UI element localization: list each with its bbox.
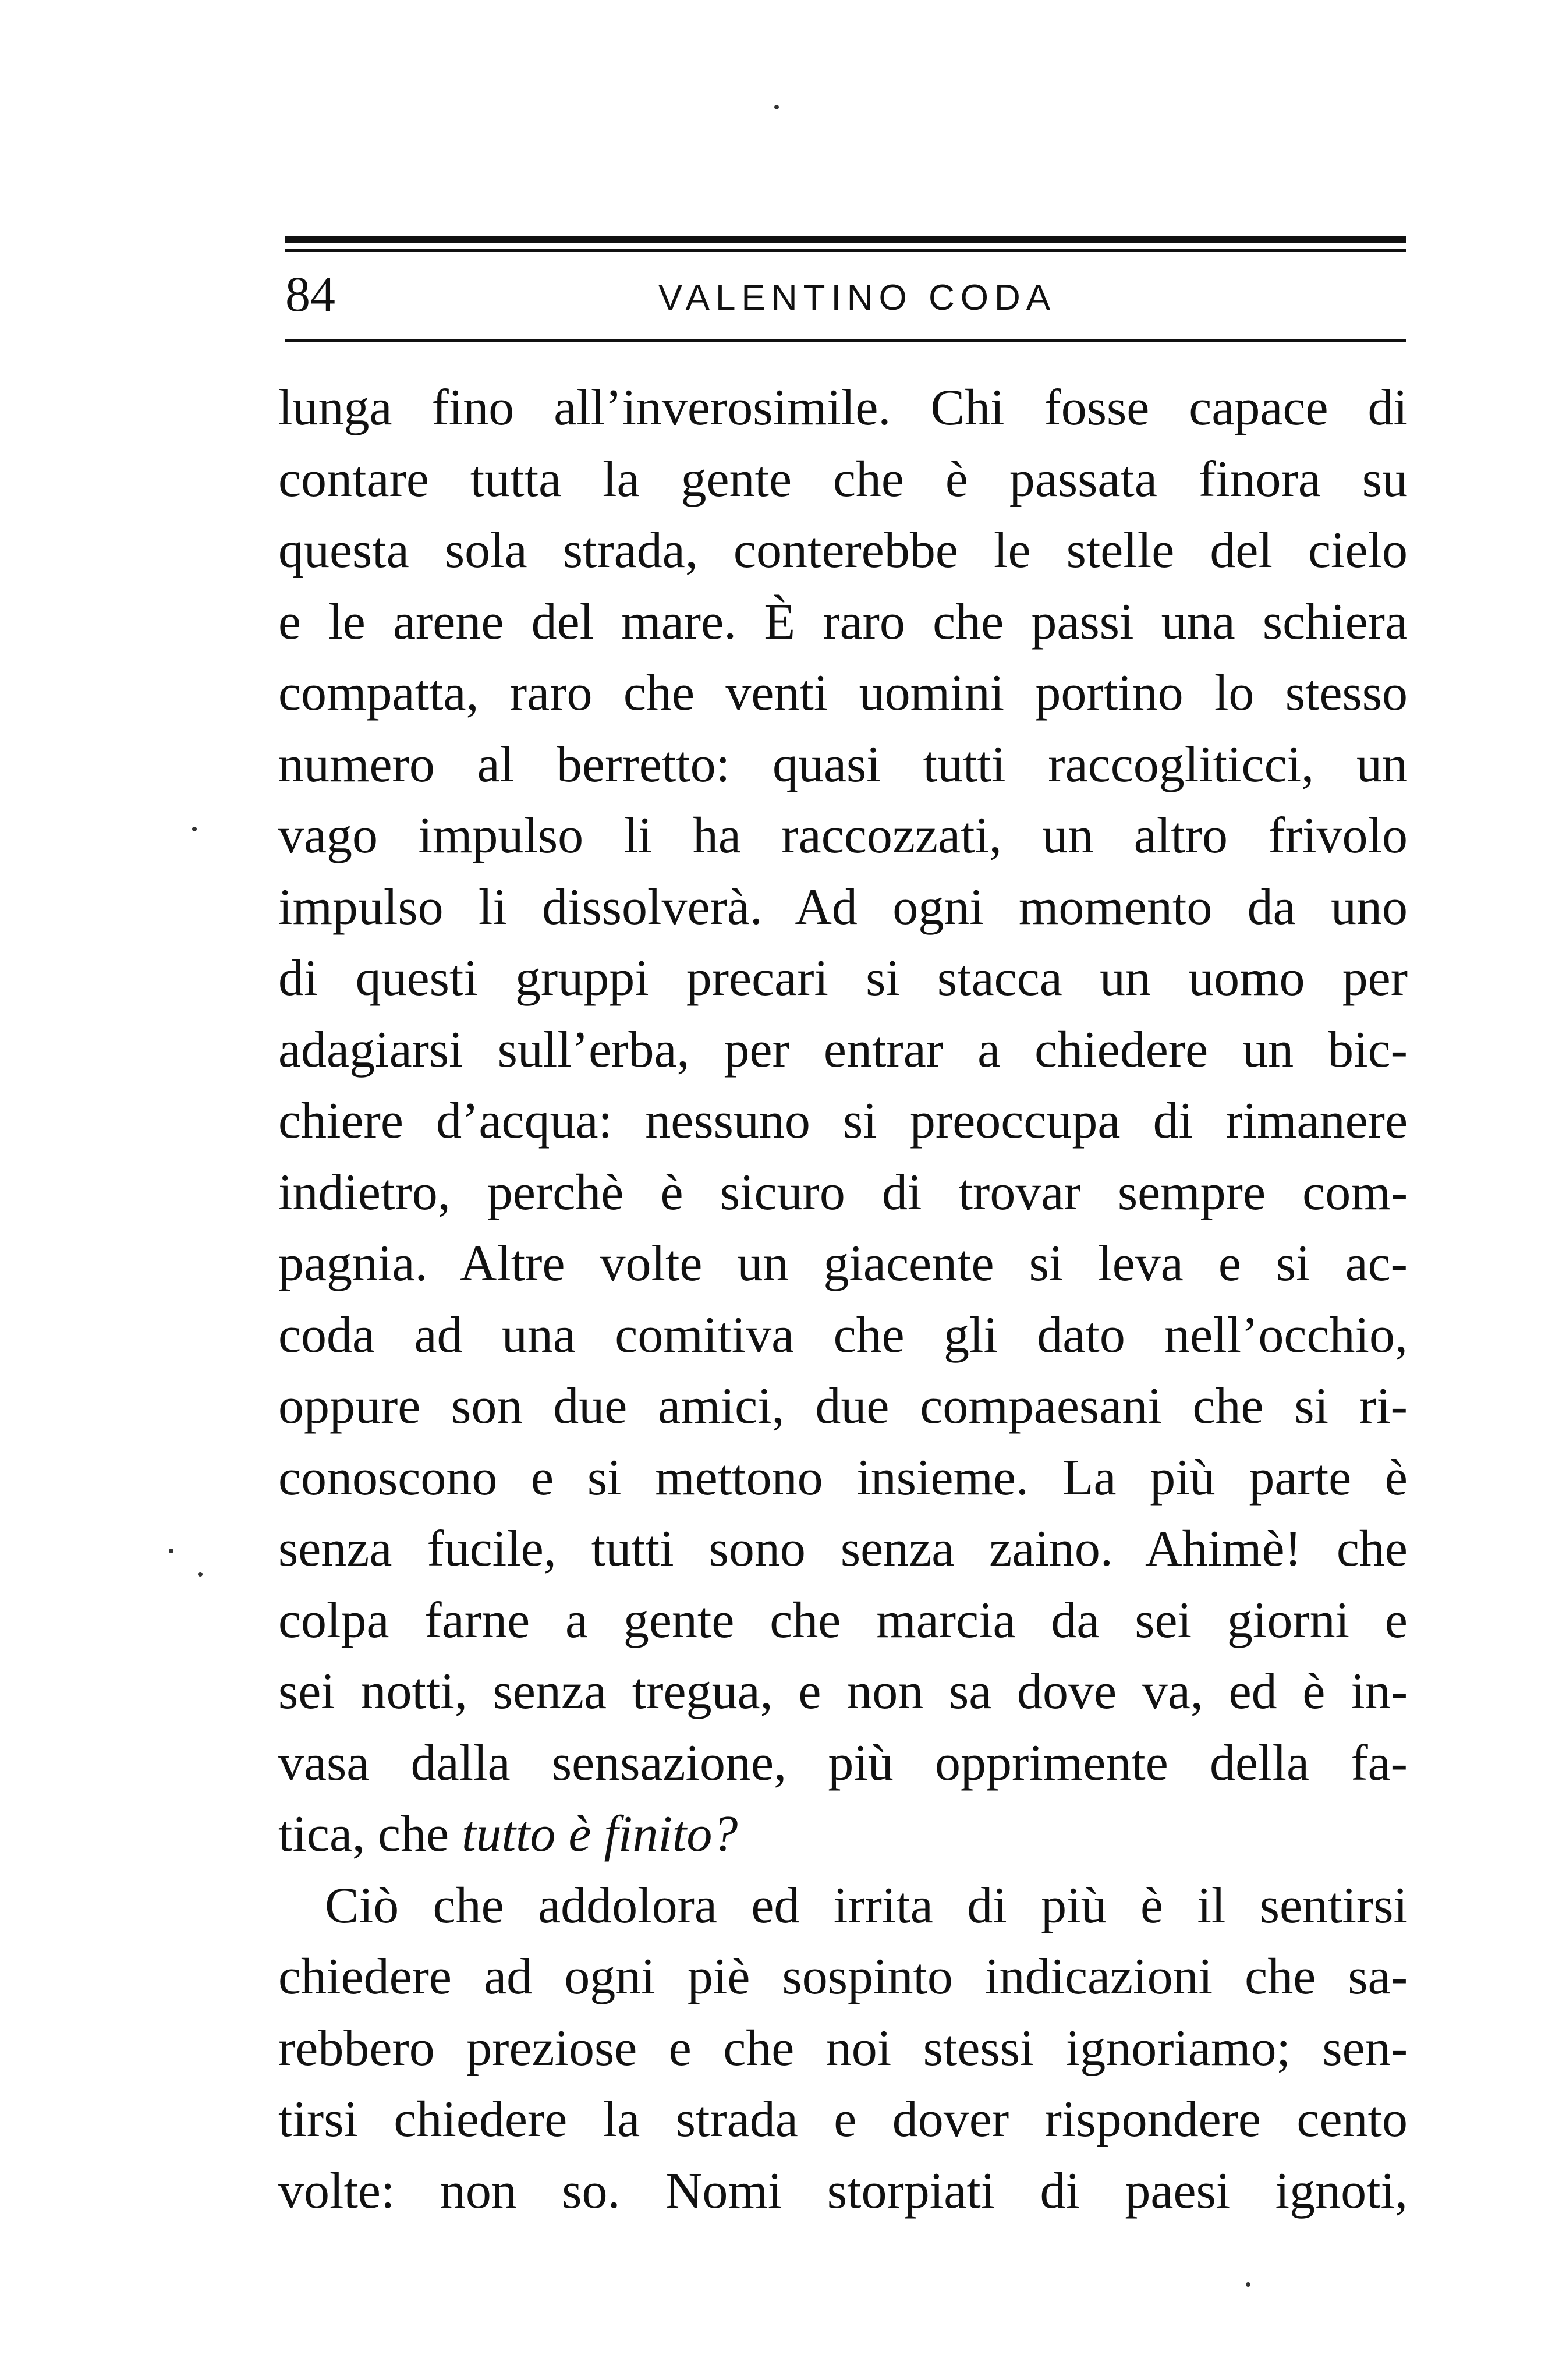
text-line: conoscono e si mettono insieme. La più parte è xyxy=(278,1449,1408,1506)
text-line: e le arene del mare. È raro che passi una schiera xyxy=(278,593,1408,650)
text-line: vasa dalla sensazione, più opprimente della fa- xyxy=(278,1734,1408,1791)
text-line: oppure son due amici, due compaesani che si ri- xyxy=(278,1378,1408,1435)
text-line: vago impulso li ha raccozzati, un altro frivolo xyxy=(278,808,1408,864)
text-line: rebbero preziose e che noi stessi ignoriamo; sen- xyxy=(278,2020,1408,2077)
scan-speck xyxy=(169,1549,173,1553)
text-span: tica, che xyxy=(278,1806,462,1862)
scan-speck xyxy=(192,827,197,831)
header-rule-thin xyxy=(285,249,1406,252)
text-line: coda ad una comitiva che gli dato nell’occhio, xyxy=(278,1306,1408,1363)
text-line: questa sola strada, conterebbe le stelle del cielo xyxy=(278,522,1408,579)
text-line: contare tutta la gente che è passata finora su xyxy=(278,451,1408,508)
body-text xyxy=(278,373,1408,2227)
text-line: colpa farne a gente che marcia da sei giorni e xyxy=(278,1592,1408,1649)
scan-speck xyxy=(198,1572,203,1577)
text-line: volte: non so. Nomi storpiati di paesi ignoti, xyxy=(278,2162,1408,2219)
text-line-paragraph-end xyxy=(278,1799,1408,1871)
running-head xyxy=(285,262,1406,338)
text-line: impulso li dissolverà. Ad ogni momento da uno xyxy=(278,879,1408,936)
text-line: adagiarsi sull’erba, per entrar a chiedere un bic- xyxy=(278,1021,1408,1078)
text-line: indietro, perchè è sicuro di trovar sempre com- xyxy=(278,1164,1408,1221)
scan-speck xyxy=(774,105,779,109)
running-title: VALENTINO CODA xyxy=(658,278,1057,318)
italic-phrase: tutto è finito? xyxy=(462,1806,738,1862)
text-line: tirsi chiedere la strada e dover rispondere cento xyxy=(278,2091,1408,2148)
header-rule-thick xyxy=(285,236,1406,243)
text-line: chiedere ad ogni piè sospinto indicazioni che sa- xyxy=(278,1949,1408,2005)
scan-speck xyxy=(1246,2282,1250,2287)
text-line: senza fucile, tutti sono senza zaino. Ahimè! che xyxy=(278,1521,1408,1577)
text-line-paragraph-start: Ciò che addolora ed irrita di più è il sentirsi xyxy=(325,1877,1408,1934)
header-rule-bottom xyxy=(285,339,1406,342)
page-number: 84 xyxy=(285,266,335,322)
text-line: compatta, raro che venti uomini portino lo stesso xyxy=(278,665,1408,721)
text-line: sei notti, senza tregua, e non sa dove va, ed è in- xyxy=(278,1663,1408,1720)
text-line: di questi gruppi precari si stacca un uomo per xyxy=(278,950,1408,1007)
text-line: lunga fino all’inverosimile. Chi fosse capace di xyxy=(278,380,1408,436)
text-line: numero al berretto: quasi tutti raccogliticci, un xyxy=(278,736,1408,793)
text-line: pagnia. Altre volte un giacente si leva e si ac- xyxy=(278,1235,1408,1292)
text-line: chiere d’acqua: nessuno si preoccupa di rimanere xyxy=(278,1093,1408,1149)
